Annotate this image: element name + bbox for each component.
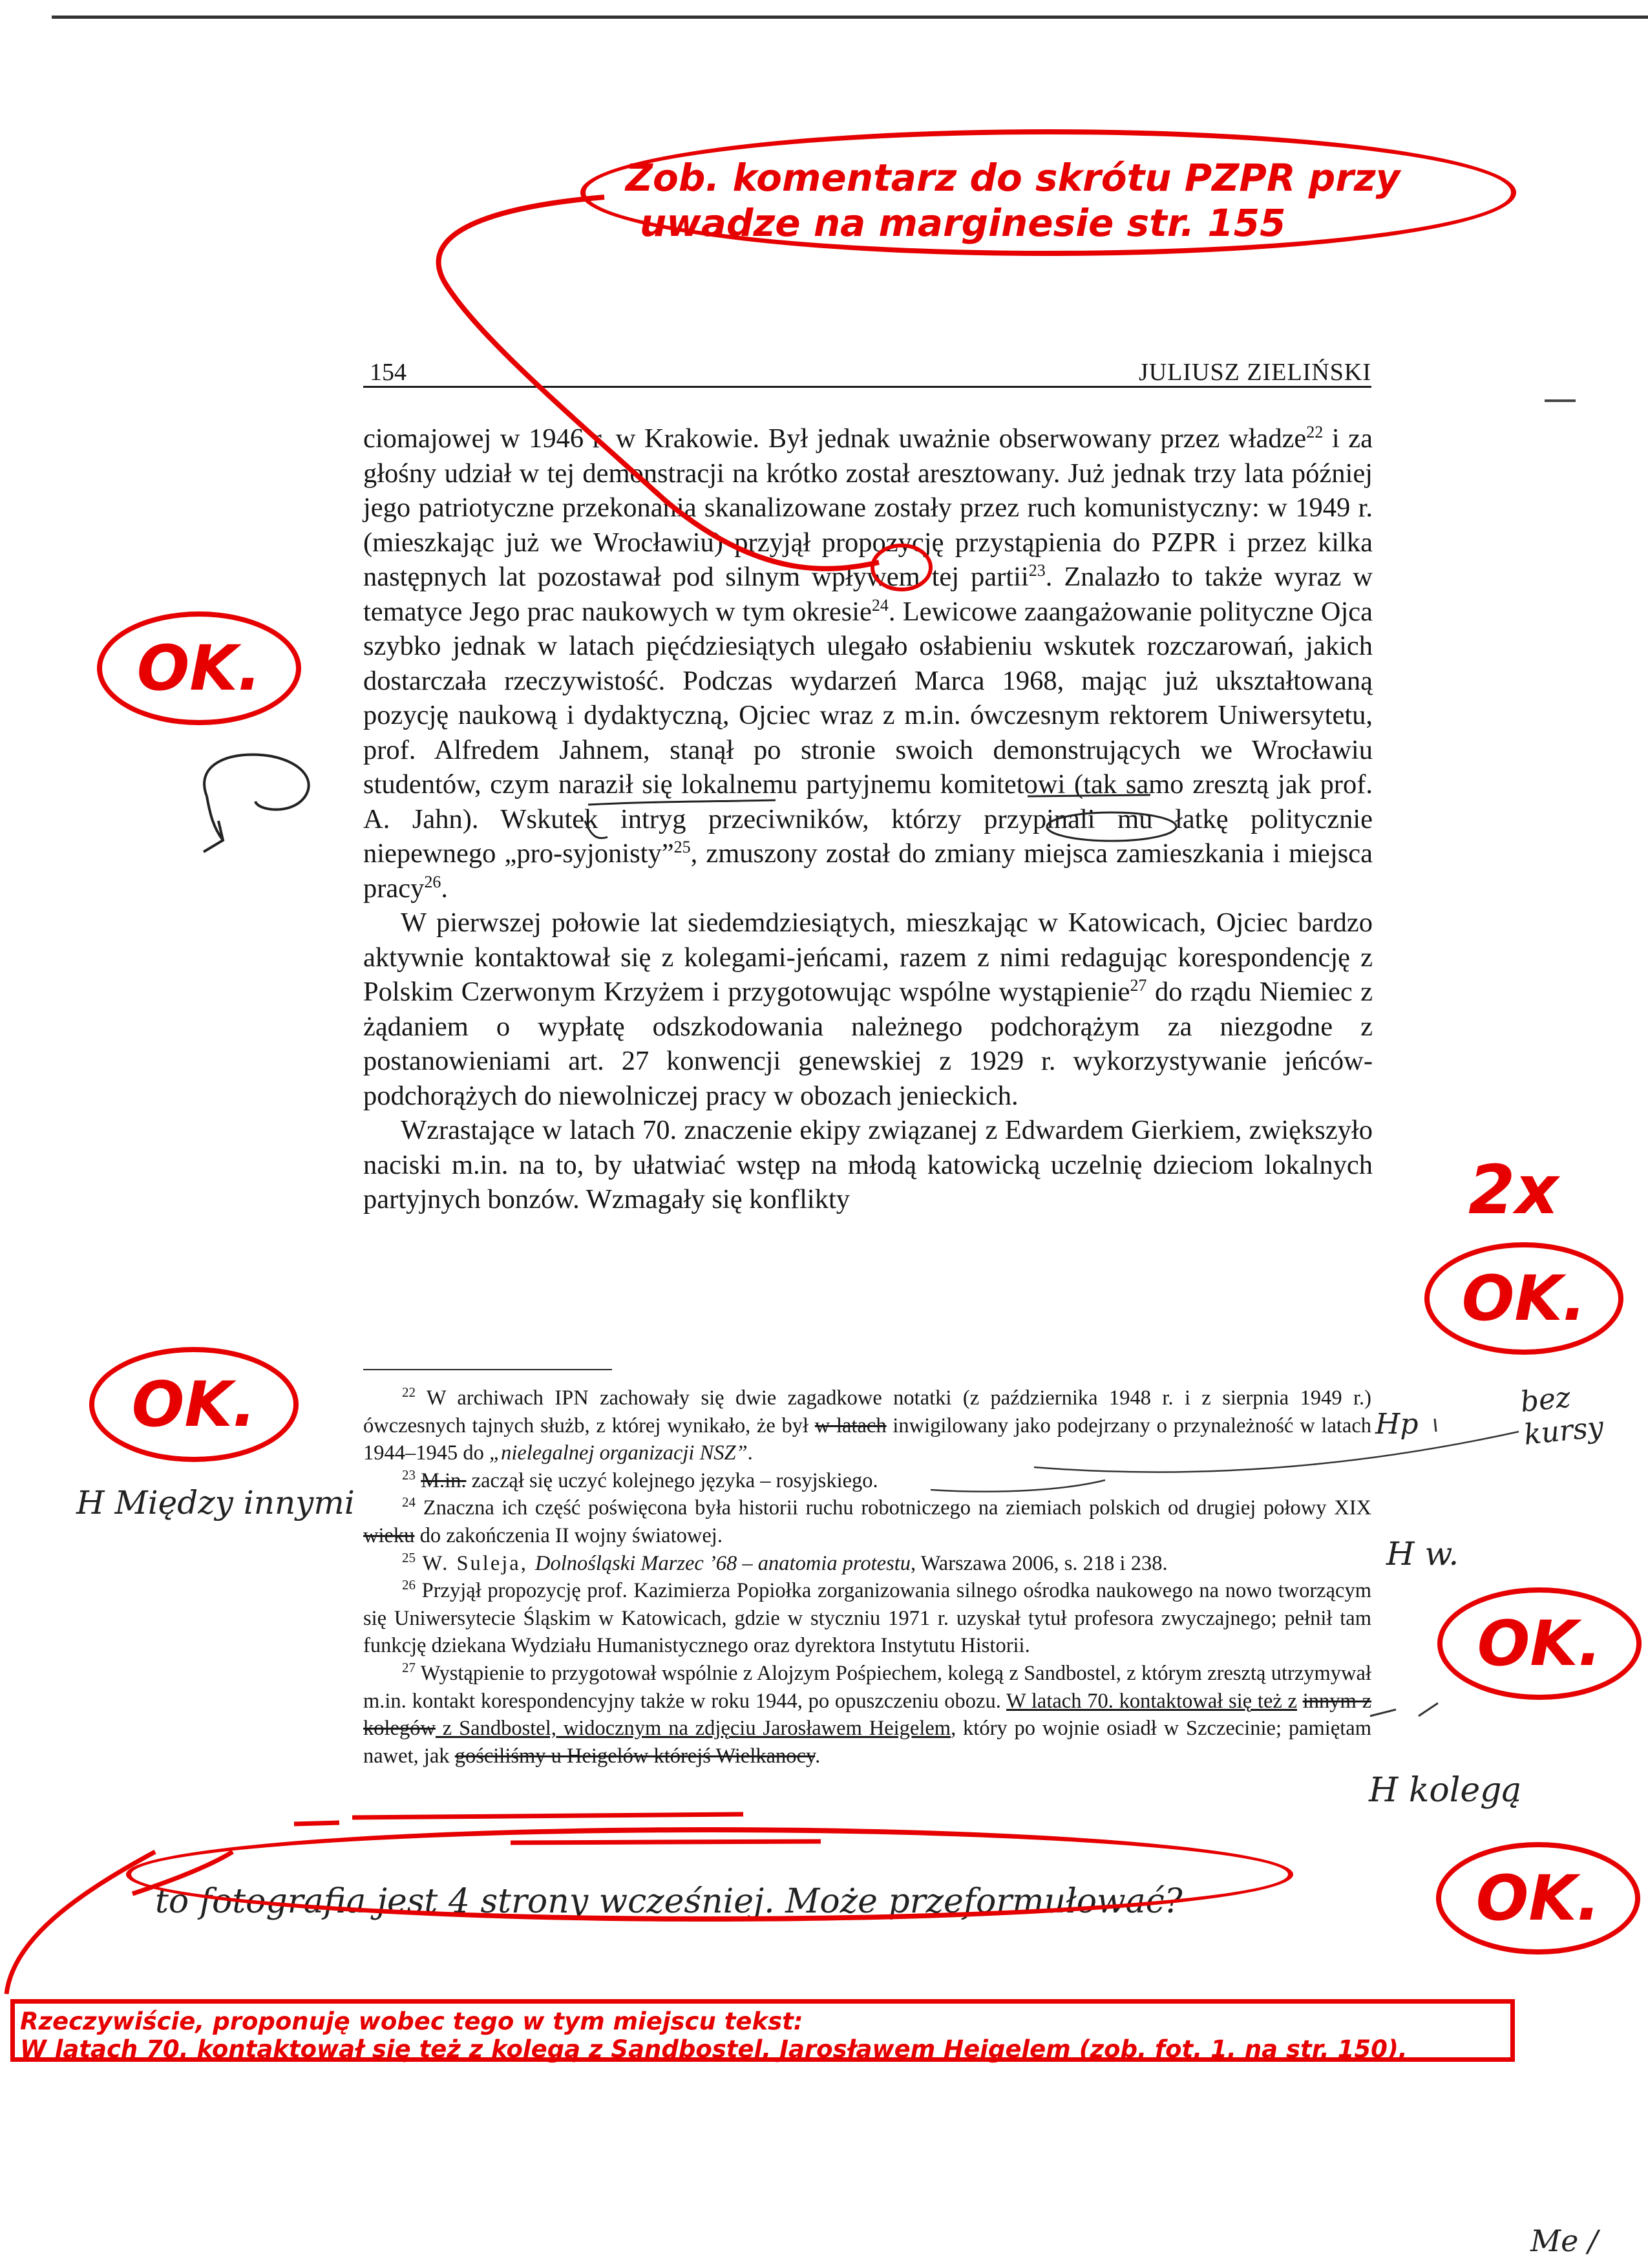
handwritten-kolega: H kolegą (1369, 1771, 1522, 1810)
strikethrough-edit: M.in. (421, 1468, 467, 1492)
ok-stamp-5: OK. (1436, 1842, 1640, 1955)
ok-stamp-2: OK. (89, 1347, 299, 1462)
circle-mark-pzpr (872, 546, 931, 589)
footnote-ref-23: 23 (1028, 560, 1046, 580)
red-underline (352, 1814, 743, 1818)
footnote-26: $^{26}$ Przyjął propozycję prof. Kazimierza Popiołka zorganizowania silnego ośrodka naukowego na nowo tworzącym się Uniwersytecie Śląskim w Katowicach, gdzie w styczniu 1971 r. uzyskał tytuł profesora zwyczajnego; pełnił tam funkcję dziekana Wydziału Humanistycznego oraz dyrektora Instytutu Historii. (363, 1577, 1371, 1658)
paragraph-1: ciomajowej w 1946 r. w Krakowie. Był jednak uważnie obserwowany przez władze$^{22}$ i za głośny udział w tej demonstracji na krótko został aresztowany. Już jednak trzy lata później jego patriotyczne przekonania skanalizowane zostały przez ruch komunistyczny: w 1949 r. (mieszkając już we Wrocławiu) przyjął propozycję przystąpienia do PZPR i przez kilka następnych lat pozostawał pod silnym wpływem tej partii$^{23}$. Znalazło to także wyraz w tematyce Jego prac naukowych w tym okresie$^{24}$. Lewicowe zaangażowanie polityczne Ojca szybko jednak w latach pięćdziesiątych ulegało osłabieniu wskutek rozczarowań, jakich dostarczała rzeczywistość. Podczas wydarzeń Marca 1968, mając już ukształtowaną pozycję naukową i dydaktyczną, Ojciec wraz z m.in. ówczesnym rektorem Uniwersytetu, prof. Alfredem Jahnem, stanął po stronie swoich demonstrujących we Wrocławiu studentów, czym naraził się lokalnemu partyjnemu komitetowi (tak samo zresztą jak prof. A. Jahn). Wskutek intryg przeciwników, którzy przypinali mu łatkę politycznie niepewnego „pro-syjonisty”$^{25}$, zmuszony został do zmiany miejsca zamieszkania i miejsca pracy$^{26}$. (363, 422, 1373, 904)
ok-stamp-3: OK. (1424, 1242, 1623, 1355)
footnote-ref-26: 26 (424, 872, 441, 891)
strikethrough-edit: w latach (814, 1414, 887, 1437)
footnote-ref-22: 22 (1306, 422, 1324, 441)
footnote-24: $^{24}$ Znaczna ich część poświęcona była historii ruchu robotniczego na ziemiach polskich od drugiej połowy XIX wieku do zakończenia II wojny światowej. (363, 1494, 1371, 1547)
footnote-ref-27: 27 (1130, 975, 1147, 995)
footnote-ref-24: 24 (871, 595, 889, 615)
handwritten-note-left: H Między innymi (76, 1484, 355, 1521)
footnote-25: $^{25}$ W. Suleja, Dolnośląski Marzec ’68 – anatomia protestu, Warszawa 2006, s. 218 i 238. (402, 1549, 1168, 1575)
handwritten-note-right: bez kursy (1519, 1381, 1605, 1452)
footnote-22: $^{22}$ W archiwach IPN zachowały się dwie zagadkowe notatki (z października 1948 r. i z sierpnia 1949 r.) ówczesnych tajnych służb, z której wynikało, że był w latach inwigilowany jako podejrzany o przynależność w latach 1944–1945 do „nielegalnej organizacji NSZ”. (363, 1384, 1371, 1465)
strikethrough-edit: wieku (363, 1523, 415, 1547)
handwritten-hw: H w. (1386, 1535, 1459, 1573)
comment-text-top: Zob. komentarz do skrótu PZPR przy uwadze na marginesie str. 155 (626, 156, 1400, 245)
running-author: JULIUSZ ZIELIŃSKI (1138, 359, 1371, 386)
footnote-27: $^{27}$ Wystąpienie to przygotował wspólnie z Alojzym Pośpiechem, kolegą z Sandbostel, z którym zresztą utrzymywał m.in. kontakt korespondencyjny także w roku 1944, po opuszczeniu obozu. W latach 70. kontaktował się też z innym z kolegów z Sandbostel, widocznym na zdjęciu Jarosławem Heigelem, który po wojnie osiadł w Szczecinie; pamiętam nawet, jak gościliśmy u Heigelów którejś Wielkanocy. (363, 1660, 1371, 1768)
strikethrough-edit: gościliśmy u Heigelów którejś Wielkanocy (454, 1744, 816, 1768)
strikethrough-edit: innym z kolegów (363, 1689, 1371, 1741)
handwritten-corner-mark: Me / (1530, 2223, 1598, 2258)
twice-label: 2x (1468, 1150, 1559, 1229)
handwritten-comment-ellipse (126, 1827, 1293, 1922)
ok-stamp-4: OK. (1437, 1587, 1642, 1700)
ok-stamp-1: OK. (97, 611, 301, 725)
handwritten-hp: Hp (1375, 1408, 1419, 1441)
red-underline (294, 1823, 339, 1824)
footnote-23: $^{23}$ M.in. zaczął się uczyć kolejnego języka – rosyjskiego. (402, 1467, 878, 1492)
callout-tail (439, 197, 879, 569)
replacement-text-note: Rzeczywiście, proponuję wobec tego w tym miejscu tekst: W latach 70. kontaktował się też z kolegą z Sandbostel, Jarosławem Heigelem (zob. fot. 1. na str. 150), (10, 1999, 1515, 2062)
paragraph-3: Wzrastające w latach 70. znaczenie ekipy związanej z Edwardem Gierkiem, zwiększyło naciski m.in. na to, by ułatwiać wstęp na młodą katowicką uczelnię dzieciom lokalnych partyjnych bonzów. Wzmagały się konflikty (363, 1115, 1373, 1214)
handwritten-photo-comment: to fotografia jest 4 strony wcześniej. Może przeformułować? (155, 1882, 1183, 1921)
footnote-ref-25: 25 (673, 837, 691, 856)
page-number: 154 (370, 359, 407, 386)
paragraph-2: W pierwszej połowie lat siedemdziesiątych, mieszkając w Katowicach, Ojciec bardzo aktywnie kontaktował się z kolegami-jeńcami, razem z nimi redagując korespondencję z Polskim Czerwonym Krzyżem i przygotowując wspólne wystąpienie$^{27}$ do rządu Niemiec z żądaniem o wypłatę odszkodowania należnego podchorążym za niezgodne z postanowieniami art. 27 konwencji genewskiej z 1929 r. wykorzystywanie jeńców-podchorążych do niewolniczej pracy w obozach jenieckich. (363, 907, 1373, 1111)
